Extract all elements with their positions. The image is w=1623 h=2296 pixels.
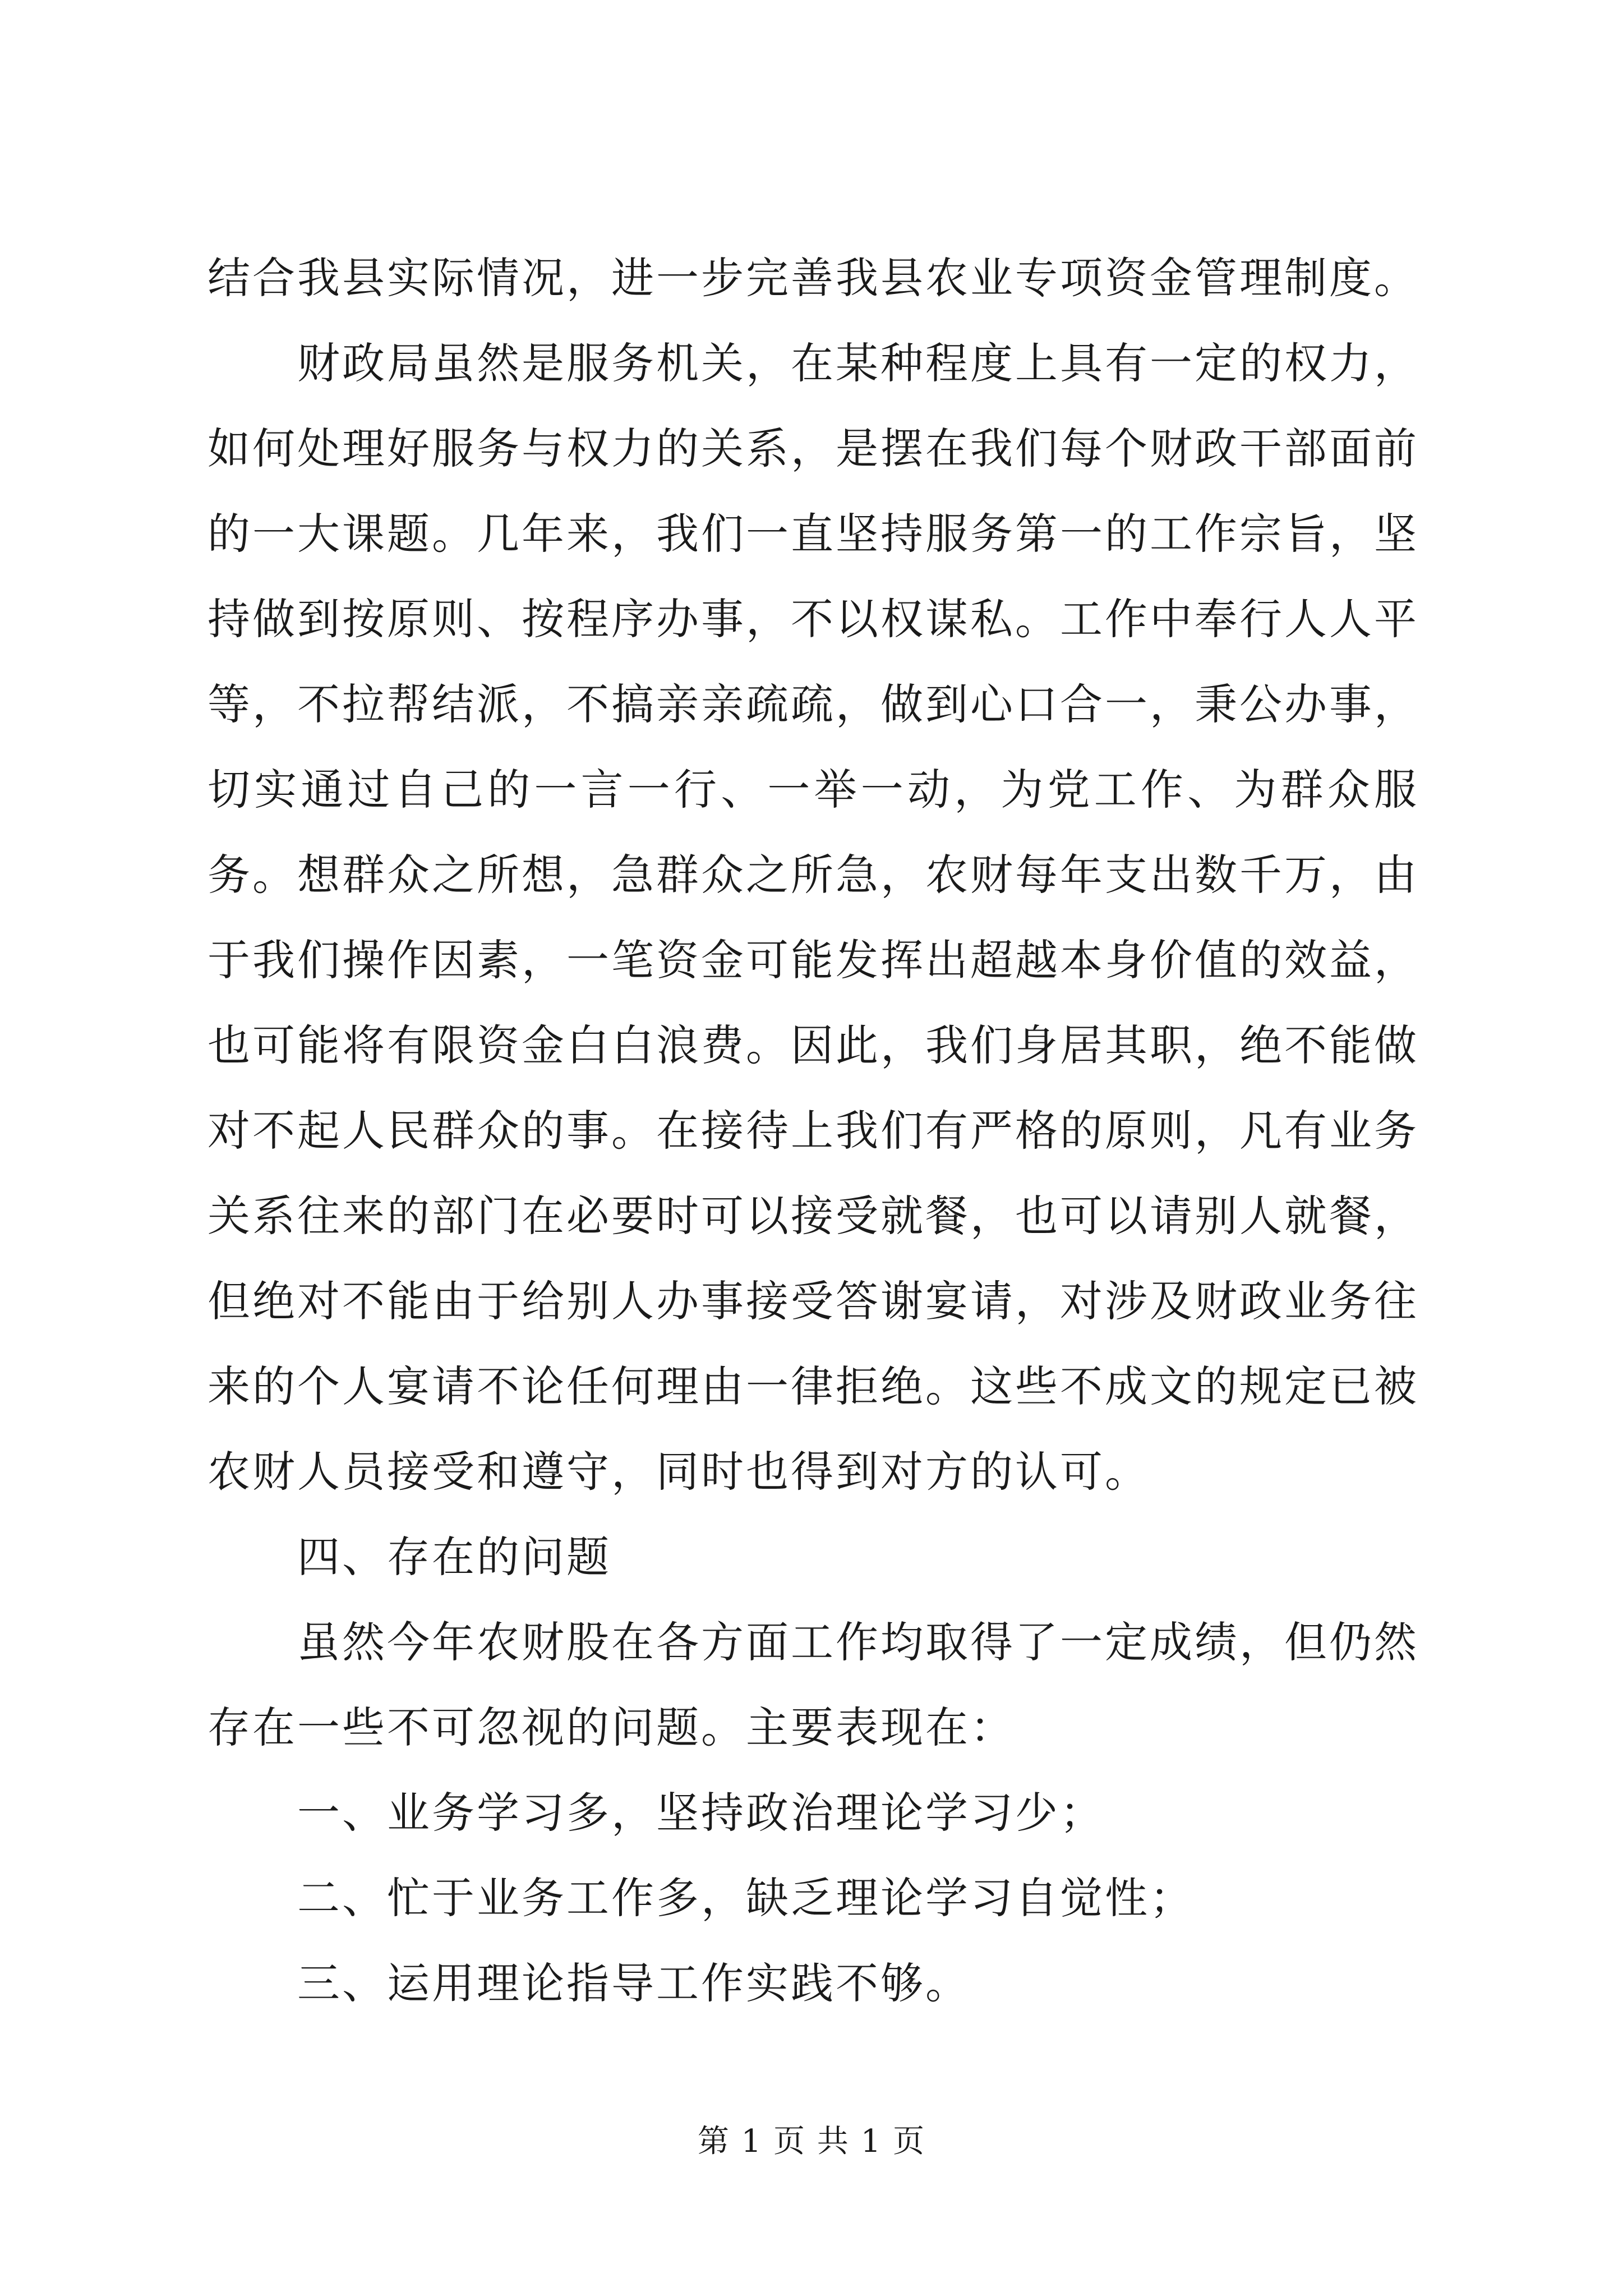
section-heading-existing-problems: 四、存在的问题 xyxy=(297,1532,611,1582)
document-body xyxy=(208,236,1419,2026)
page-footer: 第 1 页 共 1 页 xyxy=(697,2123,926,2160)
problem-item-3: 三、运用理论指导工作实践不够。 xyxy=(297,1958,970,2008)
problem-item-2: 二、忙于业务工作多，缺乏理论学习自觉性； xyxy=(297,1873,1195,1923)
paragraph-continuation: 结合我县实际情况，进一步完善我县农业专项资金管理制度。 xyxy=(208,253,1419,303)
problem-item-1: 一、业务学习多，坚持政治理论学习少； xyxy=(297,1788,1105,1838)
paragraph-finance-bureau-service: 财政局虽然是服务机关，在某种程度上具有一定的权力，如何处理好服务与权力的关系，是摆在我们每个财政干部面前的一大课题。几年来，我们一直坚持服务第一的工作宗旨，坚持做到按原则、按程序办事，不以权谋私。工作中奉行人人平等，不拉帮结派，不搞亲亲疏疏，做到心口合一，秉公办事，切实通过自己的一言一行、一举一动，为党工作、为群众服务。想群众之所想，急群众之所急，农财每年支出数千万，由于我们操作因素，一笔资金可能发挥出超越本身价值的效益，也可能将有限资金白白浪费。因此，我们身居其职，绝不能做对不起人民群众的事。在接待上我们有严格的原则，凡有业务关系往来的部门在必要时可以接受就餐，也可以请别人就餐，但绝对不能由于给别人办事接受答谢宴请，对涉及财政业务往来的个人宴请不论任何理由一律拒绝。这些不成文的规定已被农财人员接受和遵守，同时也得到对方的认可。 xyxy=(208,338,1419,1497)
paragraph-problems-intro: 虽然今年农财股在各方面工作均取得了一定成绩，但仍然存在一些不可忽视的问题。主要表现在： xyxy=(208,1617,1419,1752)
